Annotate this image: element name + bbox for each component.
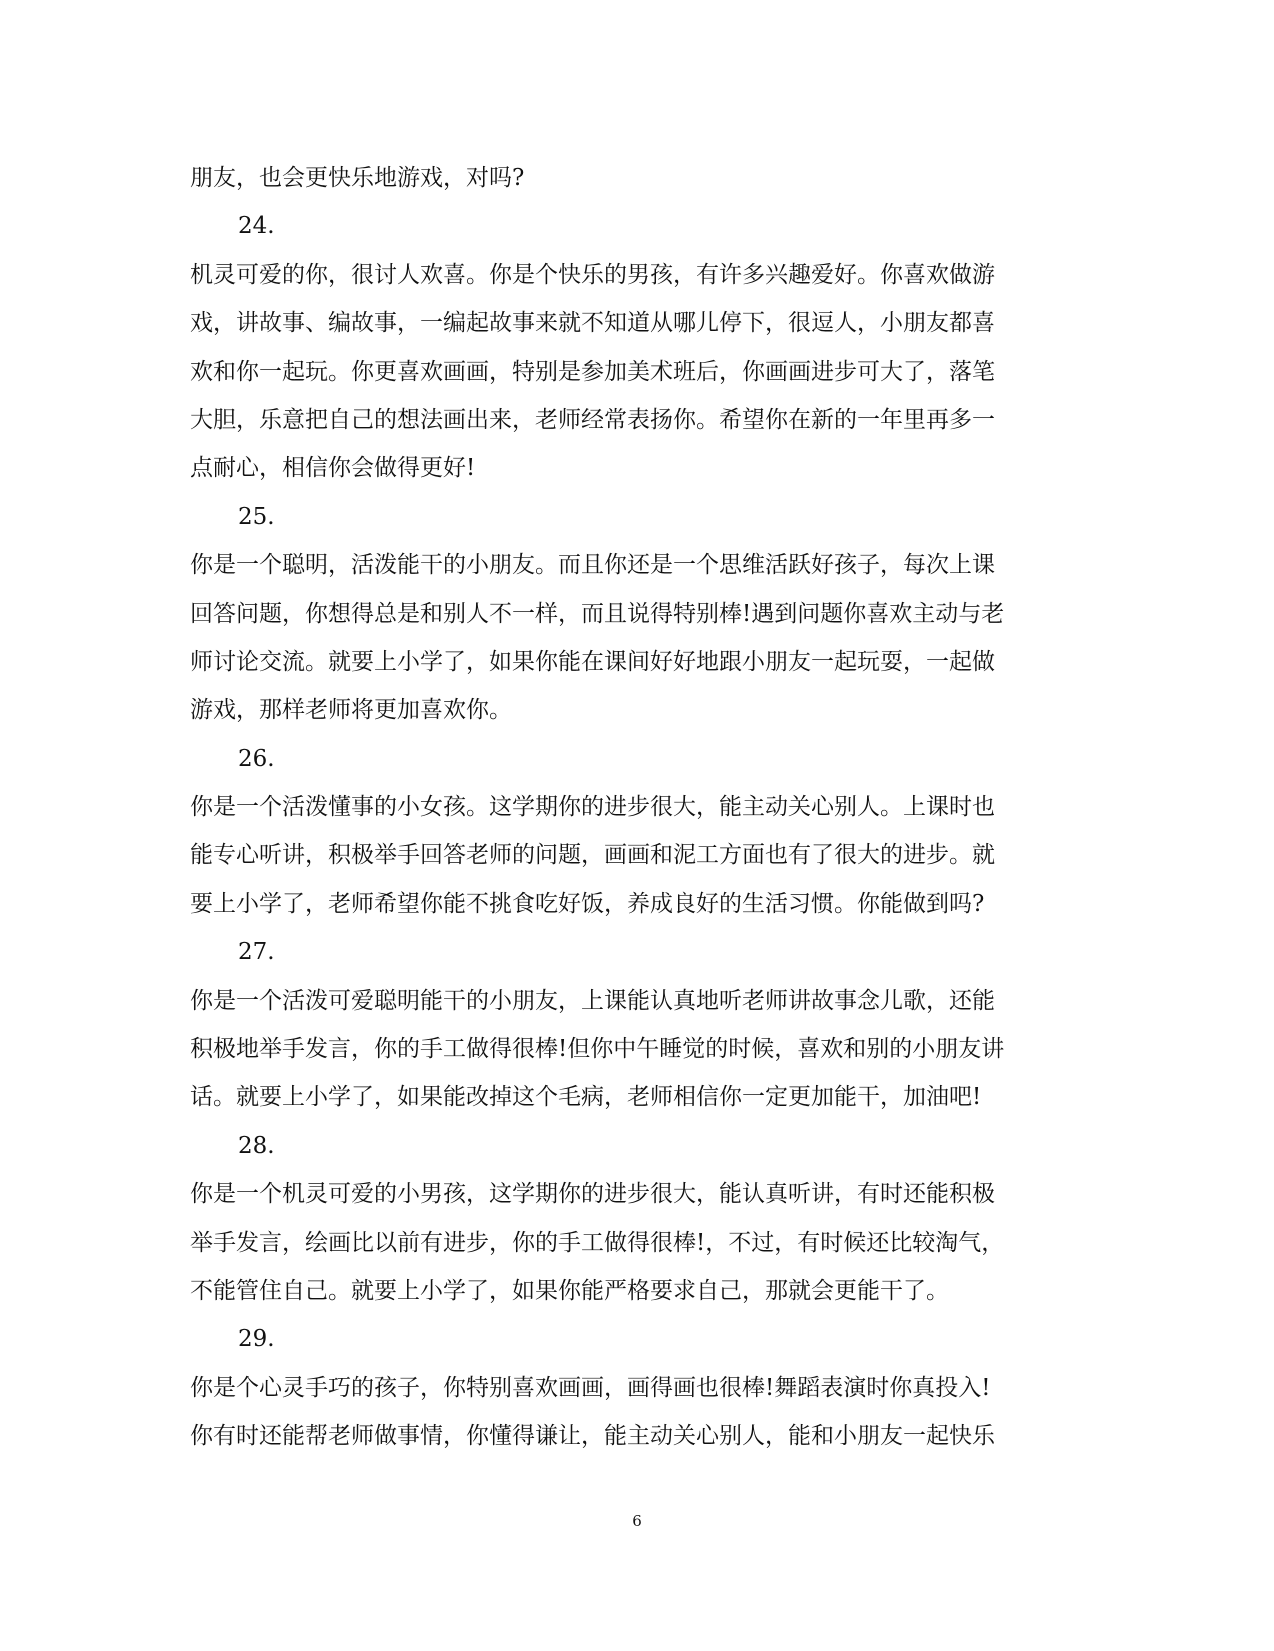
text-line: 欢和你一起玩。你更喜欢画画，特别是参加美术班后，你画画进步可大了，落笔 [190, 358, 995, 385]
text-line: 机灵可爱的你，很讨人欢喜。你是个快乐的男孩，有许多兴趣爱好。你喜欢做游 [190, 261, 995, 288]
text-line: 积极地举手发言，你的手工做得很棒!但你中午睡觉的时候，喜欢和别的小朋友讲 [190, 1036, 1005, 1063]
page-number: 6 [632, 1512, 642, 1530]
text-line: 大胆，乐意把自己的想法画出来，老师经常表扬你。希望你在新的一年里再多一 [190, 406, 995, 433]
item-number: 24. [238, 213, 275, 240]
item-number: 25. [238, 503, 275, 530]
text-line: 师讨论交流。就要上小学了，如果你能在课间好好地跟小朋友一起玩耍，一起做 [190, 648, 995, 675]
text-line: 你是一个活泼懂事的小女孩。这学期你的进步很大，能主动关心别人。上课时也 [190, 794, 995, 821]
text-line: 你是一个活泼可爱聪明能干的小朋友，上课能认真地听老师讲故事念儿歌，还能 [190, 987, 995, 1014]
text-line: 戏，讲故事、编故事，一编起故事来就不知道从哪儿停下，很逗人，小朋友都喜 [190, 310, 995, 337]
item-number: 26. [238, 745, 275, 772]
text-line: 你是一个聪明，活泼能干的小朋友。而且你还是一个思维活跃好孩子，每次上课 [190, 552, 995, 579]
text-line: 要上小学了，老师希望你能不挑食吃好饭，养成良好的生活习惯。你能做到吗? [190, 890, 985, 917]
text-line: 游戏，那样老师将更加喜欢你。 [190, 697, 512, 724]
item-number: 29. [238, 1326, 275, 1353]
text-line: 你是个心灵手巧的孩子，你特别喜欢画画，画得画也很棒!舞蹈表演时你真投入! [190, 1374, 991, 1401]
text-line: 不能管住自己。就要上小学了，如果你能严格要求自己，那就会更能干了。 [190, 1277, 949, 1304]
text-line: 朋友，也会更快乐地游戏，对吗? [190, 165, 525, 191]
body-text [190, 154, 1090, 1461]
text-line: 回答问题，你想得总是和别人不一样，而且说得特别棒!遇到问题你喜欢主动与老 [190, 600, 1005, 627]
item-number: 28. [238, 1132, 275, 1159]
text-line: 你有时还能帮老师做事情，你懂得谦让，能主动关心别人，能和小朋友一起快乐 [190, 1423, 995, 1450]
text-line: 点耐心，相信你会做得更好! [190, 455, 476, 482]
item-number: 27. [238, 939, 275, 966]
text-line: 举手发言，绘画比以前有进步，你的手工做得很棒!，不过，有时候还比较淘气， [190, 1229, 1005, 1256]
text-line: 能专心听讲，积极举手回答老师的问题，画画和泥工方面也有了很大的进步。就 [190, 842, 995, 869]
text-line: 你是一个机灵可爱的小男孩，这学期你的进步很大，能认真听讲，有时还能积极 [190, 1181, 995, 1208]
text-line: 话。就要上小学了，如果能改掉这个毛病，老师相信你一定更加能干，加油吧! [190, 1084, 982, 1111]
